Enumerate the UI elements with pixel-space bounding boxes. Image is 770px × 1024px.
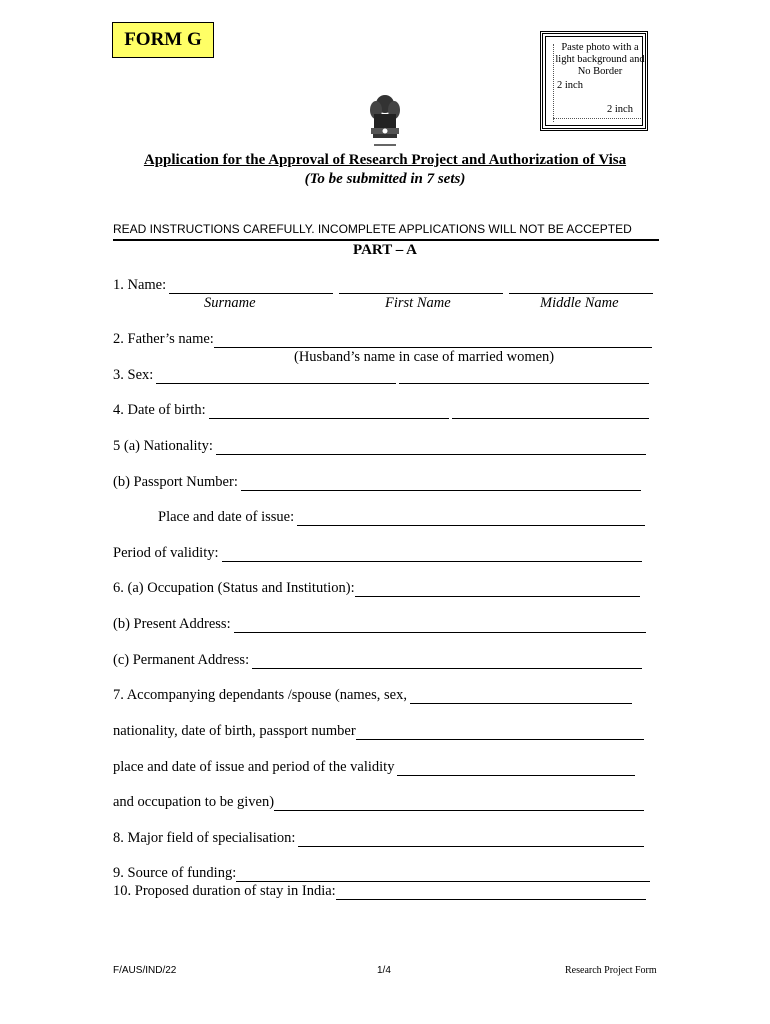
dependants-row-4 [113,794,644,811]
permanent-address-label: (c) Permanent Address: [113,652,250,668]
first-name-caption: First Name [385,295,451,311]
photo-width-guide [553,118,641,119]
permanent-address-row [113,652,642,669]
dependants-label-2: nationality, date of birth, passport number [113,723,356,739]
duration-label: 10. Proposed duration of stay in India: [113,883,336,899]
present-address-label: (b) Present Address: [113,616,231,632]
funding-field[interactable] [236,868,650,882]
occupation-field[interactable] [355,583,640,597]
form-label: FORM G [112,22,214,58]
dependants-field-1[interactable] [410,690,632,704]
photo-instruction: Paste photo with a light background and No Border [555,42,645,77]
footer-form-code: F/AUS/IND/22 [113,965,177,976]
place-issue-field[interactable] [297,512,645,526]
surname-caption: Surname [204,295,256,311]
passport-row [113,474,641,491]
dob-label: 4. Date of birth: [113,402,206,418]
photo-width-label: 2 inch [607,104,633,115]
father-label: 2. Father’s name: [113,331,214,347]
specialisation-field[interactable] [298,833,644,847]
footer-page-number: 1/4 [377,965,391,976]
photo-box[interactable] [540,31,648,131]
dob-field-2[interactable] [452,405,649,419]
national-emblem-icon [365,92,405,154]
funding-label: 9. Source of funding: [113,865,237,881]
present-address-row [113,616,646,633]
dependants-field-4[interactable] [274,797,644,811]
dependants-field-3[interactable] [397,762,635,776]
duration-row [113,883,646,900]
validity-field[interactable] [222,548,642,562]
father-field[interactable] [214,334,652,348]
sex-label: 3. Sex: [113,367,154,383]
first-name-field[interactable] [339,280,503,294]
place-issue-label: Place and date of issue: [158,509,295,525]
form-title: Application for the Approval of Research Project and Authorization of Visa [143,152,627,168]
occupation-label: 6. (a) Occupation (Status and Institution): [113,580,355,596]
funding-row [113,865,650,882]
nationality-label: 5 (a) Nationality: [113,438,213,454]
sex-field[interactable] [156,370,396,384]
photo-height-guide [553,44,554,122]
dependants-row-1 [113,687,632,704]
surname-field[interactable] [169,280,333,294]
specialisation-label: 8. Major field of specialisation: [113,830,296,846]
dependants-label-1: 7. Accompanying dependants /spouse (names, sex, [113,687,407,703]
father-note: (Husband’s name in case of married women) [294,349,555,365]
dependants-row-3 [113,759,635,776]
nationality-row [113,438,646,455]
sex-field-2[interactable] [399,370,649,384]
nationality-field[interactable] [216,441,646,455]
passport-label: (b) Passport Number: [113,474,238,490]
dependants-field-2[interactable] [356,726,644,740]
place-issue-row [158,509,645,526]
dependants-label-3: place and date of issue and period of the validity [113,759,395,775]
permanent-address-field[interactable] [252,655,642,669]
footer-form-name: Research Project Form [565,965,657,976]
specialisation-row [113,830,644,847]
validity-label: Period of validity: [113,545,219,561]
middle-name-caption: Middle Name [540,295,619,311]
photo-height-label: 2 inch [557,80,583,91]
form-subtitle: (To be submitted in 7 sets) [304,171,466,187]
validity-row [113,545,642,562]
duration-field[interactable] [336,886,646,900]
passport-field[interactable] [241,477,641,491]
dependants-row-2 [113,723,644,740]
instructions-banner: READ INSTRUCTIONS CAREFULLY. INCOMPLETE APPLICATIONS WILL NOT BE ACCEPTED [113,222,659,241]
part-heading: PART – A [353,242,417,258]
middle-name-field[interactable] [509,280,653,294]
dependants-label-4: and occupation to be given) [113,794,275,810]
name-row [113,277,653,294]
father-row [113,331,652,348]
dob-row [113,402,649,419]
name-label: 1. Name: [113,277,167,293]
sex-row [113,367,649,384]
occupation-row [113,580,640,597]
dob-field[interactable] [209,405,449,419]
present-address-field[interactable] [234,619,646,633]
